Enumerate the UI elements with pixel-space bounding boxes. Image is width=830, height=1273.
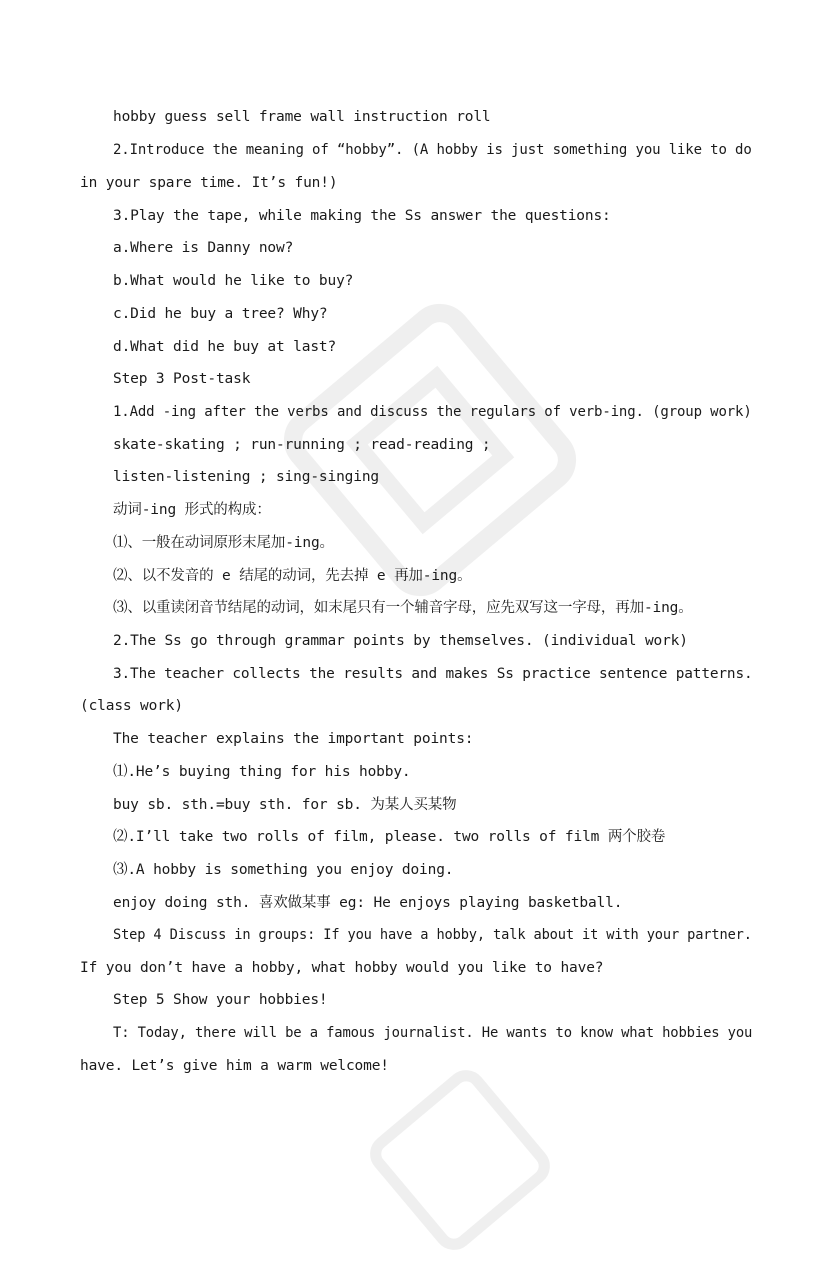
text-line: skate-skating ; run-running ; read-reading ; [113, 437, 491, 453]
text-line: (class work) [80, 698, 183, 714]
step-heading: Step 5 Show your hobbies! [113, 992, 328, 1008]
rule-line: ⑴、一般在动词原形末尾加-ing。 [113, 535, 334, 551]
vocabulary-line: hobby guess sell frame wall instruction roll [113, 109, 491, 125]
text-line: have. Let’s give him a warm welcome! [80, 1058, 389, 1074]
text-line: listen-listening ; sing-singing [113, 469, 379, 485]
text-line: T: Today, there will be a famous journalist. He wants to know what hobbies you [113, 1025, 753, 1041]
point-line: buy sb. sth.=buy sth. for sb. 为某人买某物 [113, 797, 457, 813]
point-line: ⑴.He’s buying thing for his hobby. [113, 764, 411, 780]
rule-line: ⑵、以不发音的 e 结尾的动词，先去掉 e 再加-ing。 [113, 568, 472, 584]
question-line: d.What did he buy at last? [113, 339, 337, 355]
text-line: If you don’t have a hobby, what hobby would you like to have? [80, 960, 604, 976]
text-line: 1.Add -ing after the verbs and discuss the regulars of verb-ing. (group work) [113, 404, 752, 420]
rule-line: ⑶、以重读闭音节结尾的动词，如末尾只有一个辅音字母，应先双写这一字母，再加-ing。 [113, 600, 693, 616]
text-line: 3.Play the tape, while making the Ss answer the questions: [113, 208, 611, 224]
question-line: c.Did he buy a tree? Why? [113, 306, 328, 322]
point-line: ⑶.A hobby is something you enjoy doing. [113, 862, 454, 878]
text-line: 2.Introduce the meaning of “hobby”. (A hobby is just something you like to do [113, 142, 752, 158]
question-line: a.Where is Danny now? [113, 240, 294, 256]
text-line: The teacher explains the important points: [113, 731, 474, 747]
text-line: in your spare time. It’s fun!) [80, 175, 338, 191]
question-line: b.What would he like to buy? [113, 273, 354, 289]
step-heading: Step 4 Discuss in groups: If you have a hobby, talk about it with your partner. [113, 927, 752, 943]
text-line: 3.The teacher collects the results and makes Ss practice sentence patterns. [113, 666, 753, 682]
step-heading: Step 3 Post-task [113, 371, 251, 387]
rule-heading: 动词-ing 形式的构成： [113, 502, 271, 518]
point-line: enjoy doing sth. 喜欢做某事 eg: He enjoys playing basketball. [113, 895, 623, 911]
text-line: 2.The Ss go through grammar points by themselves. (individual work) [113, 633, 688, 649]
point-line: ⑵.I’ll take two rolls of film, please. two rolls of film 两个胶卷 [113, 829, 666, 845]
watermark-logo-bottom [347, 1047, 572, 1272]
